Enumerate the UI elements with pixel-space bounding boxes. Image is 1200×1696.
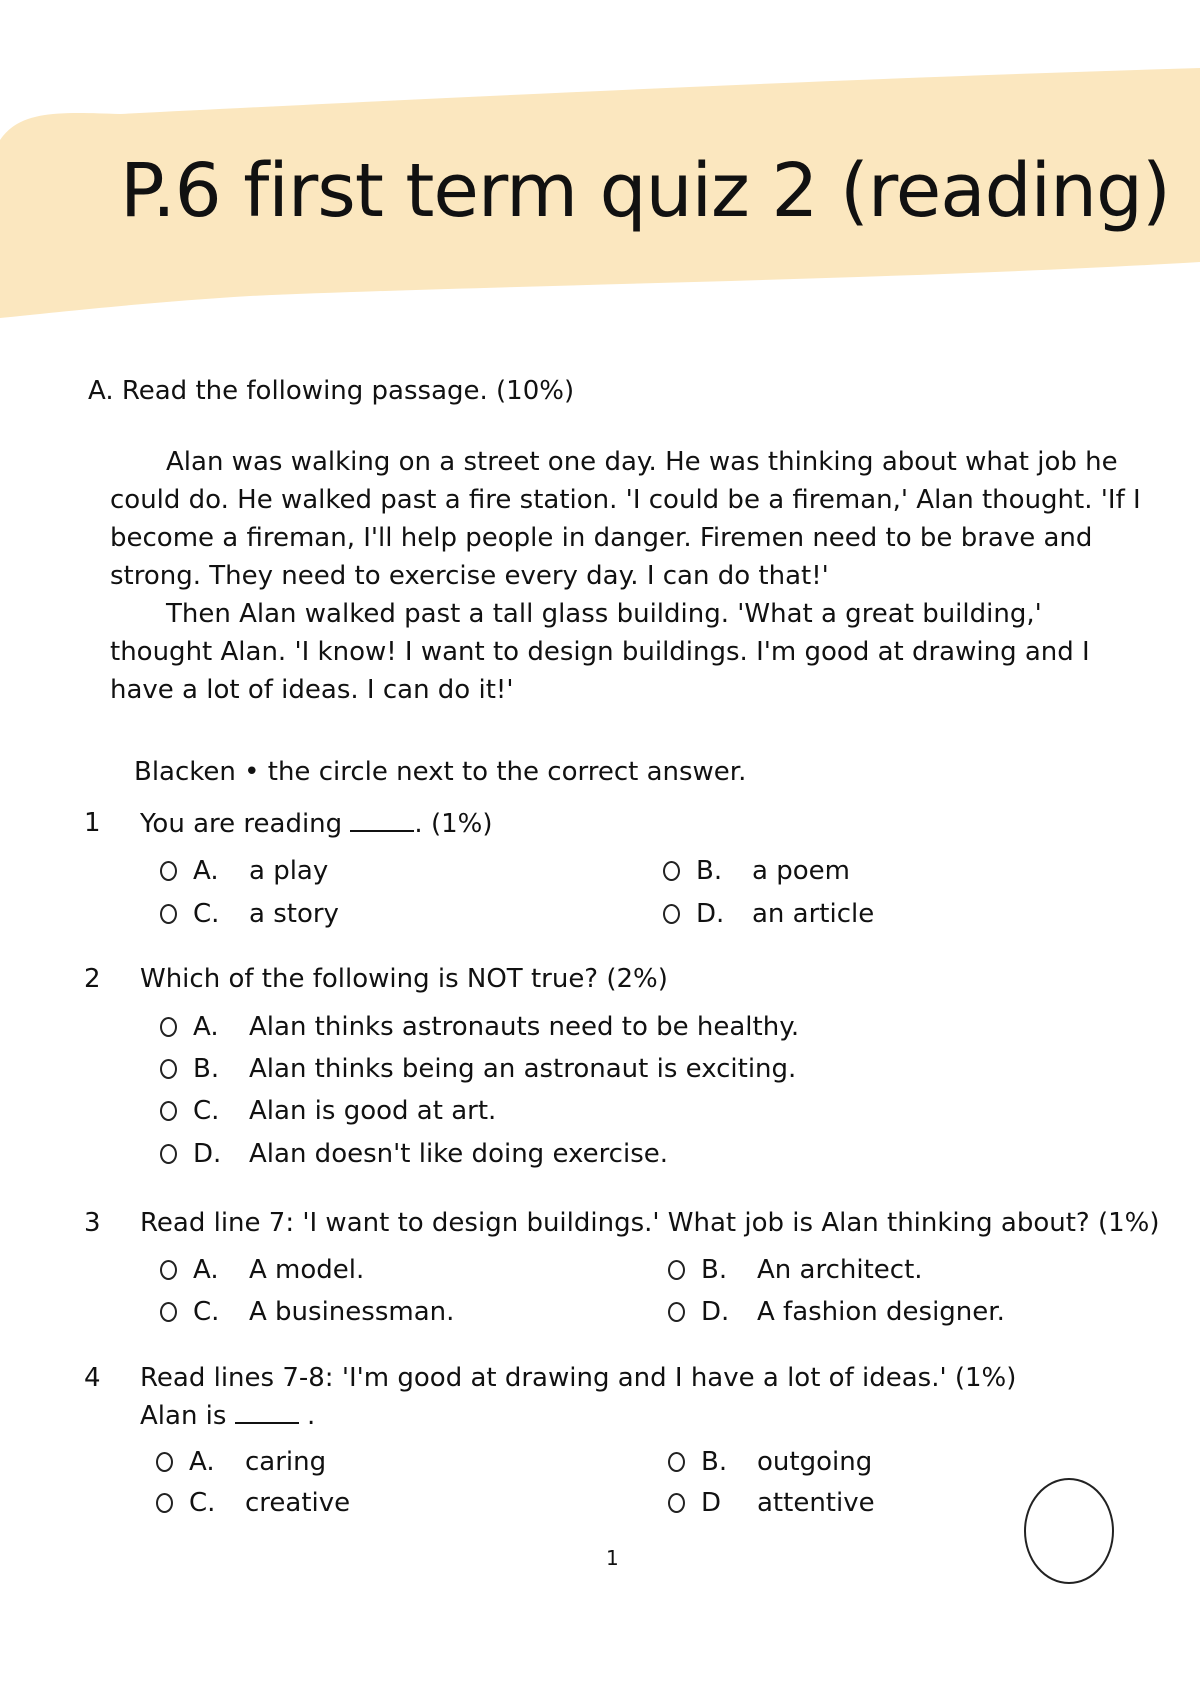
question-4-prompt-text: Alan is <box>140 1401 227 1431</box>
answer-circle[interactable] <box>668 1260 685 1280</box>
option-2d[interactable] <box>160 1139 668 1169</box>
option-4d[interactable] <box>668 1488 875 1518</box>
question-4-prompt-tail: . <box>307 1401 316 1431</box>
option-letter: D. <box>193 1139 222 1169</box>
option-letter: A. <box>189 1447 215 1477</box>
question-1-prompt-tail: . (1%) <box>414 809 493 839</box>
answer-circle[interactable] <box>160 861 177 881</box>
section-a-heading: A. Read the following passage. (10%) <box>88 376 575 406</box>
answer-circle[interactable] <box>160 1260 177 1280</box>
option-4c[interactable] <box>156 1488 350 1518</box>
option-text: Alan thinks being an astronaut is exciting. <box>249 1054 797 1084</box>
option-text: creative <box>245 1488 351 1518</box>
answer-blank <box>235 1400 299 1424</box>
option-letter: C. <box>193 1096 220 1126</box>
question-1-prompt-text: You are reading <box>140 809 343 839</box>
option-letter: B. <box>701 1255 728 1285</box>
option-text: A businessman. <box>249 1297 455 1327</box>
option-text: caring <box>245 1447 327 1477</box>
answer-circle[interactable] <box>156 1452 173 1472</box>
question-2-prompt: Which of the following is NOT true? (2%) <box>140 964 668 994</box>
option-letter: B. <box>193 1054 220 1084</box>
option-text: a play <box>249 856 329 886</box>
option-text: A model. <box>249 1255 365 1285</box>
answer-circle[interactable] <box>156 1493 173 1513</box>
question-number: 3 <box>84 1208 101 1238</box>
option-letter: D. <box>696 899 725 929</box>
question-number: 2 <box>84 964 101 994</box>
option-letter: C. <box>193 1297 220 1327</box>
option-1a[interactable] <box>160 856 328 886</box>
page-title: P.6 first term quiz 2 (reading) <box>120 148 1170 234</box>
option-letter: B. <box>696 856 723 886</box>
question-4-prompt-line2 <box>140 1400 315 1431</box>
option-letter: D <box>701 1488 722 1518</box>
option-text: Alan is good at art. <box>249 1096 497 1126</box>
option-letter: A. <box>193 856 219 886</box>
answer-circle[interactable] <box>663 861 680 881</box>
option-3a[interactable] <box>160 1255 364 1285</box>
option-3c[interactable] <box>160 1297 454 1327</box>
option-1b[interactable] <box>663 856 850 886</box>
option-3d[interactable] <box>668 1297 1005 1327</box>
passage-paragraph-2: Then Alan walked past a tall glass building. 'What a great building,' thought Alan. 'I know! I want to design buildings. I'm good at drawing and I have a lot of ideas. I can do it!' <box>110 599 1090 705</box>
option-letter: D. <box>701 1297 730 1327</box>
score-circle <box>1024 1478 1114 1584</box>
option-text: Alan thinks astronauts need to be healthy. <box>249 1012 800 1042</box>
passage-paragraph-1: Alan was walking on a street one day. He was thinking about what job he could do. He walked past a fire station. 'I could be a fireman,' Alan thought. 'If I become a fireman, I'll help people in danger. Firemen need to be brave and strong. They need to exercise every day. I can do that!' <box>110 447 1141 591</box>
option-text: an article <box>752 899 875 929</box>
option-text: A fashion designer. <box>757 1297 1005 1327</box>
answer-circle[interactable] <box>668 1302 685 1322</box>
page-number: 1 <box>606 1546 619 1570</box>
option-text: a story <box>249 899 339 929</box>
answer-circle[interactable] <box>160 1017 177 1037</box>
question-3-prompt: Read line 7: 'I want to design buildings.' What job is Alan thinking about? (1%) <box>140 1208 1160 1238</box>
answer-circle[interactable] <box>668 1452 685 1472</box>
option-text: An architect. <box>757 1255 923 1285</box>
option-letter: A. <box>193 1012 219 1042</box>
answer-blank <box>350 808 414 832</box>
answer-circle[interactable] <box>160 1302 177 1322</box>
option-letter: C. <box>189 1488 216 1518</box>
answer-circle[interactable] <box>663 904 680 924</box>
answer-circle[interactable] <box>160 1059 177 1079</box>
answer-instruction: Blacken • the circle next to the correct answer. <box>134 757 747 787</box>
answer-circle[interactable] <box>160 1101 177 1121</box>
option-4b[interactable] <box>668 1447 872 1477</box>
option-letter: B. <box>701 1447 728 1477</box>
question-number: 1 <box>84 808 101 838</box>
option-text: a poem <box>752 856 850 886</box>
option-text: attentive <box>757 1488 875 1518</box>
option-text: outgoing <box>757 1447 873 1477</box>
option-2a[interactable] <box>160 1012 799 1042</box>
option-letter: A. <box>193 1255 219 1285</box>
reading-passage <box>110 443 1150 709</box>
answer-circle[interactable] <box>160 1144 177 1164</box>
option-letter: C. <box>193 899 220 929</box>
question-1-prompt <box>140 808 493 839</box>
option-text: Alan doesn't like doing exercise. <box>249 1139 669 1169</box>
option-1d[interactable] <box>663 899 874 929</box>
option-2b[interactable] <box>160 1054 796 1084</box>
option-3b[interactable] <box>668 1255 923 1285</box>
answer-circle[interactable] <box>668 1493 685 1513</box>
option-4a[interactable] <box>156 1447 326 1477</box>
question-4-prompt: Read lines 7-8: 'I'm good at drawing and I have a lot of ideas.' (1%) <box>140 1363 1017 1393</box>
question-number: 4 <box>84 1363 101 1393</box>
option-1c[interactable] <box>160 899 339 929</box>
option-2c[interactable] <box>160 1096 496 1126</box>
answer-circle[interactable] <box>160 904 177 924</box>
